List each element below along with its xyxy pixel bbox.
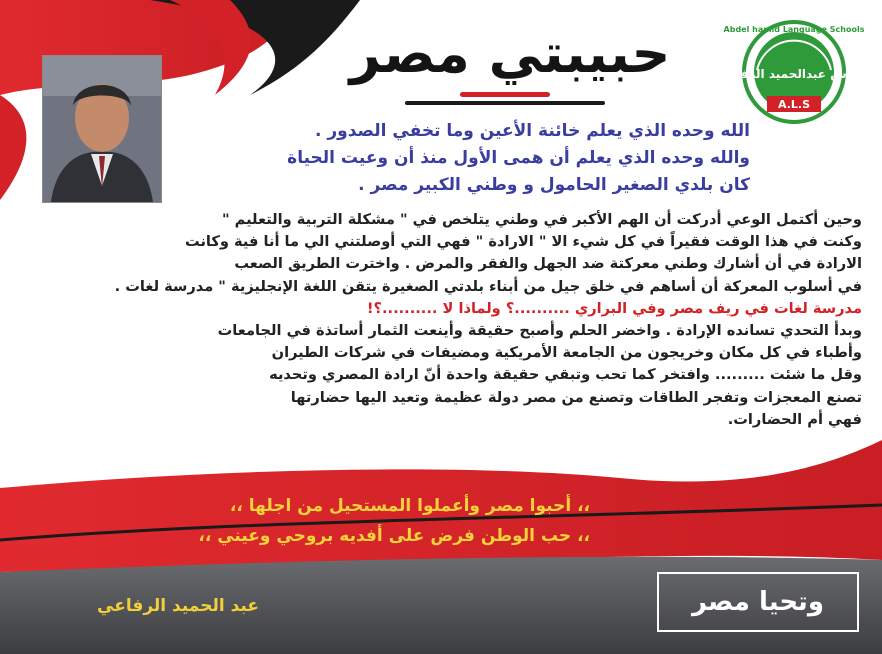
logo-abbr: A.L.S <box>777 98 811 111</box>
slogans <box>150 491 590 551</box>
long-live-egypt-box: وتحيا مصر <box>657 572 859 632</box>
logo-arc-text: Abdel hamid Language Schools <box>723 25 865 34</box>
body-line: وبدأ التحدي تسانده الإرادة . واخضر الحلم وأصبح حقيقة وأينعت الثمار أساتذة في الجامعات <box>217 322 862 340</box>
body-line: وقل ما شئت ......... وافتخر كما تحب وتبقي حقيقة واحدة أنّ ارادة المصري وتحديه <box>269 366 862 384</box>
poem-line: والله وحده الذي يعلم أن همى الأول منذ أن وعيت الحياة <box>287 148 750 168</box>
body-line: تصنع المعجزات وتفجر الطاقات وتصنع من مصر دولة عظيمة وتعيد اليها حضارتها <box>290 388 862 406</box>
school-logo <box>715 18 873 126</box>
title-underline-red <box>460 92 550 97</box>
poem-line: الله وحده الذي يعلم خائنة الأعين وما تخفي الصدور . <box>314 121 750 141</box>
author-signature: عبد الحميد الرفاعي <box>97 596 259 616</box>
author-photo <box>42 55 162 203</box>
body-line: وكنت في هذا الوقت فقيراً في كل شيء الا " الارادة " فهي التي أوصلتني الي ما أنا فية وكانت <box>185 233 862 251</box>
body-line: فهي أم الحضارات. <box>727 410 862 428</box>
body-line-highlight: مدرسة لغات في ريف مصر وفي البراري ..........؟ ولماذا لا ..........؟! <box>366 299 862 317</box>
left-red-strip <box>0 95 26 200</box>
logo-arabic-name: مدارس عبدالحميد الرفاعي <box>715 67 873 81</box>
poem <box>190 118 750 199</box>
slogan-line: ،، حب الوطن فرض على أفديه بروحي وعيني ،، <box>198 526 590 546</box>
body-line: وأطباء في كل مكان وخريجون من الجامعة الأمريكية ومضيفات في شركات الطيران <box>271 344 862 362</box>
page-title: حبيبتي مصر <box>349 22 671 85</box>
poem-line: كان بلدي الصغير الحامول و وطني الكبير مصر . <box>358 175 750 195</box>
body-text <box>22 209 862 431</box>
body-line: وحين أكتمل الوعي أدركت أن الهم الأكبر في وطني يتلخص في " مشكلة التربية والتعليم " <box>221 211 862 228</box>
slogan-line: ،، أحبوا مصر وأعملوا المستحيل من اجلها ،، <box>229 496 590 516</box>
body-line: الارادة في أن أشارك وطني معركتة ضد الجهل والفقر والمرض . واخترت الطريق الصعب <box>234 255 862 273</box>
title-underline-black <box>405 101 605 105</box>
body-line: في أسلوب المعركة أن أساهم في خلق جيل من أبناء بلدتي الصغيرة يتقن اللغة الإنجليزية " مدرسة لغات . <box>114 277 862 295</box>
